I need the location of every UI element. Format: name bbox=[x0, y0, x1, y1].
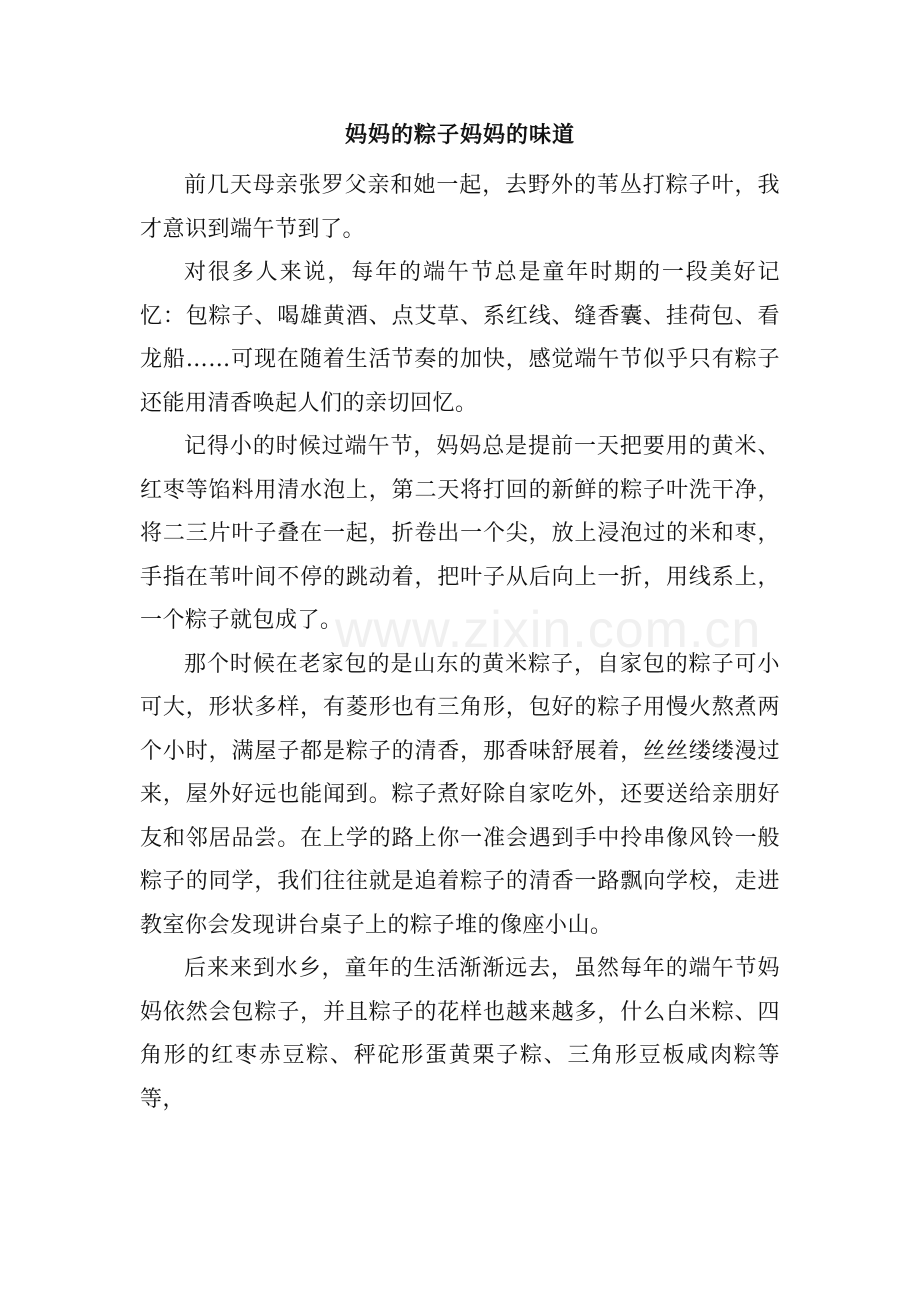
paragraph-1: 前几天母亲张罗父亲和她一起，去野外的苇丛打粽子叶，我才意识到端午节到了。 bbox=[140, 173, 780, 242]
document-title: 妈妈的粽子妈妈的味道 bbox=[344, 122, 575, 148]
paragraph-2: 对很多人来说，每年的端午节总是童年时期的一段美好记忆：包粽子、喝雄黄酒、点艾草、系红线、缝香囊、挂荷包、看龙船……可现在随着生活节奏的加快，感觉端午节似乎只有粽子还能用清香唤起人们的亲切回忆。 bbox=[140, 260, 780, 416]
watermark: www.zixin.com.cn bbox=[335, 601, 762, 659]
paragraph-4: 那个时候在老家包的是山东的黄米粽子，自家包的粽子可小可大，形状多样，有菱形也有三角形，包好的粽子用慢火熬煮两个小时，满屋子都是粽子的清香，那香味舒展着，丝丝缕缕漫过来，屋外好远也能闻到。粽子煮好除自家吃外，还要送给亲朋好友和邻居品尝。在上学的路上你一准会遇到手中拎串像风铃一般粽子的同学，我们往往就是追着粽子的清香一路飘向学校，走进教室你会发现讲台桌子上的粽子堆的像座小山。 bbox=[140, 651, 780, 938]
document-body bbox=[140, 164, 780, 1121]
paragraph-5: 后来来到水乡，童年的生活渐渐远去，虽然每年的端午节妈妈依然会包粽子，并且粽子的花样也越来越多，什么白米粽、四角形的红枣赤豆粽、秤砣形蛋黄栗子粽、三角形豆板咸肉粽等等， bbox=[140, 956, 780, 1112]
paragraph-3: 记得小的时候过端午节，妈妈总是提前一天把要用的黄米、红枣等馅料用清水泡上，第二天将打回的新鲜的粽子叶洗干净，将二三片叶子叠在一起，折卷出一个尖，放上浸泡过的米和枣，手指在苇叶间不停的跳动着，把叶子从后向上一折，用线系上，一个粽子就包成了。 bbox=[140, 434, 780, 633]
